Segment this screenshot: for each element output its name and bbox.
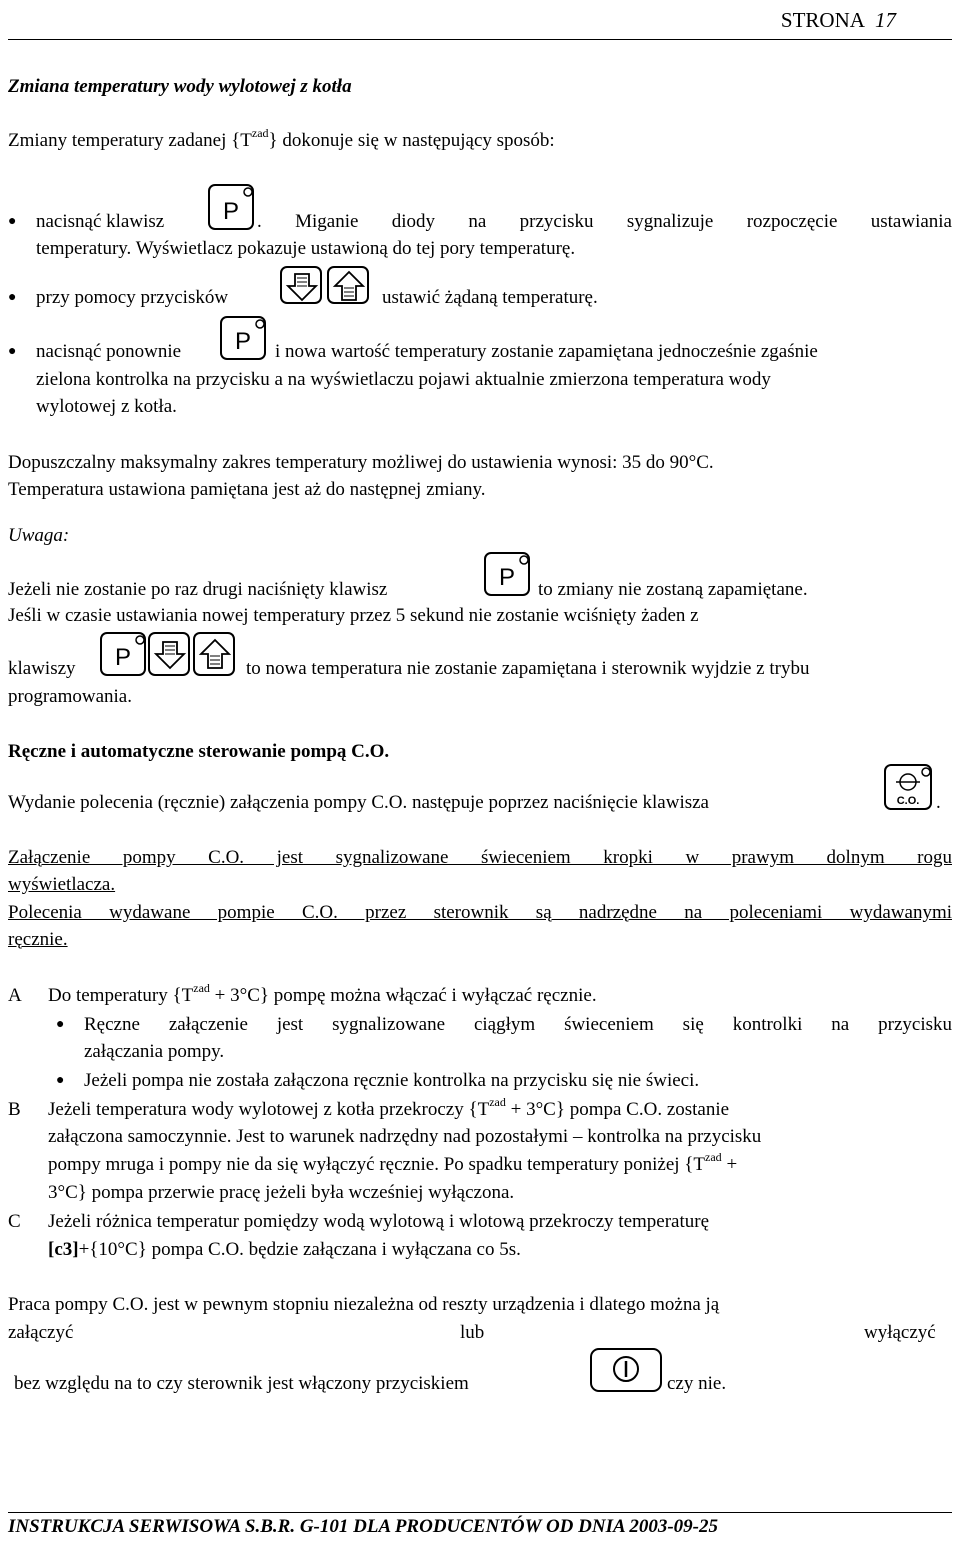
p-key-icon[interactable]	[208, 184, 254, 230]
page-label: STRONA	[780, 8, 864, 32]
p-key-icon[interactable]	[220, 316, 266, 360]
underline-note1-line1: Załączenie pompy C.O. jest sygnalizowane świeceniem kropki w prawym dolnym rogu	[8, 847, 952, 868]
up-arrow-key-icon[interactable]	[193, 632, 235, 676]
intro-text	[8, 126, 555, 152]
work-line1: Praca pompy C.O. jest w pewnym stopniu niezależna od reszty urządzenia i dlatego można ją	[8, 1294, 720, 1315]
bullet2-b: ustawić żądaną temperaturę.	[382, 287, 598, 308]
item-a-sup: zad	[193, 981, 210, 995]
header-rule	[8, 39, 952, 40]
bullet3-line2: zielona kontrolka na przycisku a na wyświetlaczu pojawi aktualnie zmierzona temperatura wody	[36, 369, 771, 390]
p-key-icon[interactable]	[100, 632, 146, 676]
range-line1: Dopuszczalny maksymalny zakres temperatury możliwej do ustawienia wynosi: 35 do 90°C.	[8, 452, 714, 473]
section-title: Zmiana temperatury wody wylotowej z kotła	[8, 76, 352, 97]
section-title: Ręczne i automatyczne sterowanie pompą C.O.	[8, 741, 390, 762]
down-arrow-key-icon[interactable]	[280, 266, 322, 304]
note2-line3: programowania.	[8, 686, 132, 707]
bullet1-a: nacisnąć klawisz	[36, 211, 165, 232]
item-b-l1-pre: Jeżeli temperatura wody wylotowej z kotła przekroczy {T	[48, 1099, 490, 1120]
bullet3-a: nacisnąć ponownie	[36, 341, 182, 362]
range-line2: Temperatura ustawiona pamiętana jest aż do następnej zmiany.	[8, 479, 486, 500]
item-a-text	[48, 981, 597, 1007]
intro-sup: zad	[251, 126, 269, 140]
underline-note2-line2: ręcznie.	[8, 929, 68, 950]
bullet-dot: ●	[8, 344, 17, 359]
item-b-line1	[48, 1095, 730, 1121]
work-line2-b: lub	[460, 1322, 485, 1343]
up-arrow-key-icon[interactable]	[327, 266, 369, 304]
item-b-l3-pre: pompy mruga i pompy nie da się wyłączyć ręcznie. Po spadku temperatury poniżej {T	[48, 1154, 706, 1175]
p-key-glyph: P	[222, 198, 240, 225]
cmd-end: .	[936, 792, 941, 813]
item-b-line3	[48, 1150, 738, 1176]
item-c-param: [c3]	[48, 1239, 79, 1260]
bullet-dot: ●	[8, 290, 17, 305]
item-c-line1: Jeżeli różnica temperatur pomiędzy wodą wylotową i wlotową przekroczy temperaturę	[48, 1211, 710, 1232]
item-b-l3-sup: zad	[705, 1150, 722, 1164]
page-header	[781, 8, 896, 33]
p-key-glyph: P	[234, 328, 252, 355]
item-letter: A	[8, 985, 22, 1006]
p-key-icon[interactable]	[484, 552, 530, 596]
note2-a: klawiszy	[8, 658, 76, 679]
intro-post: } dokonuje się w następujący sposób:	[268, 130, 555, 151]
note-label: Uwaga:	[8, 525, 70, 546]
item-a-bullet2: Jeżeli pompa nie została załączona ręcznie kontrolka na przycisku się nie świeci.	[84, 1070, 700, 1091]
item-b-l3-post: +	[721, 1154, 738, 1175]
underline-note2-line1: Polecenia wydawane pompie C.O. przez sterownik są nadrzędne na poleceniami wydawanymi	[8, 902, 952, 923]
item-c-rest: +{10°C} pompa C.O. będzie załączana i wyłączana co 5s.	[78, 1239, 521, 1260]
note2-line1: Jeśli w czasie ustawiania nowej temperatury przez 5 sekund nie zostanie wciśnięty żaden z	[8, 605, 699, 626]
cmd-text: Wydanie polecenia (ręcznie) załączenia pompy C.O. następuje poprzez naciśnięcie klawisza	[8, 792, 709, 813]
item-a-post: + 3°C} pompę można włączać i wyłączać ręcznie.	[209, 985, 597, 1006]
note1-b: to zmiany nie zostaną zapamiętane.	[538, 579, 808, 600]
footer-text: INSTRUKCJA SERWISOWA S.B.R. G-101 DLA PRODUCENTÓW OD DNIA 2003-09-25	[8, 1516, 719, 1537]
power-key-icon[interactable]	[590, 1348, 662, 1392]
bullet3-b: i nowa wartość temperatury zostanie zapamiętana jednocześnie zgaśnie	[275, 341, 818, 362]
item-b-l1-sup: zad	[489, 1095, 506, 1109]
down-arrow-key-icon[interactable]	[148, 632, 190, 676]
footer-rule	[8, 1512, 952, 1513]
item-b-line2: załączona samoczynnie. Jest to warunek nadrzędny nad pozostałymi – kontrolka na przycisku	[48, 1126, 762, 1147]
note1-a: Jeżeli nie zostanie po raz drugi naciśnięty klawisz	[8, 579, 388, 600]
work-line2-a: załączyć	[8, 1322, 74, 1343]
work-line3-a: bez względu na to czy sterownik jest włączony przyciskiem	[14, 1373, 469, 1394]
item-a-bullet1-line2: załączania pompy.	[84, 1041, 225, 1062]
item-letter: C	[8, 1211, 21, 1232]
bullet2-a: przy pomocy przycisków	[36, 287, 229, 308]
item-a-pre: Do temperatury {T	[48, 985, 194, 1006]
co-key-label: C.O.	[896, 795, 920, 807]
page-number: 17	[875, 8, 896, 32]
underline-note1-line2: wyświetlacza.	[8, 874, 116, 895]
bullet3-line3: wylotowej z kotła.	[36, 396, 177, 417]
item-c-line2	[48, 1239, 521, 1261]
item-b-line4: 3°C} pompa przerwie pracę jeżeli była wcześniej wyłączona.	[48, 1182, 515, 1203]
note2-b: to nowa temperatura nie zostanie zapamiętana i sterownik wyjdzie z trybu	[246, 658, 810, 679]
item-letter: B	[8, 1099, 21, 1120]
co-pump-key-icon[interactable]	[884, 764, 932, 810]
intro-pre: Zmiany temperatury zadanej {T	[8, 130, 252, 151]
bullet1-b: . Miganie diody na przycisku sygnalizuje rozpoczęcie ustawiania	[257, 211, 952, 232]
bullet-dot: ●	[56, 1073, 65, 1088]
bullet-dot: ●	[56, 1017, 65, 1032]
item-a-bullet1-line1: Ręczne załączenie jest sygnalizowane ciągłym świeceniem się kontrolki na przycisku	[84, 1014, 952, 1035]
p-key-glyph: P	[114, 644, 132, 671]
work-line3-b: czy nie.	[667, 1373, 727, 1394]
bullet-dot: ●	[8, 214, 17, 229]
item-b-l1-post: + 3°C} pompa C.O. zostanie	[505, 1099, 730, 1120]
work-line2-c: wyłączyć	[864, 1322, 936, 1343]
p-key-glyph: P	[498, 564, 516, 591]
bullet1-line2: temperatury. Wyświetlacz pokazuje ustawioną do tej pory temperaturę.	[36, 238, 576, 259]
